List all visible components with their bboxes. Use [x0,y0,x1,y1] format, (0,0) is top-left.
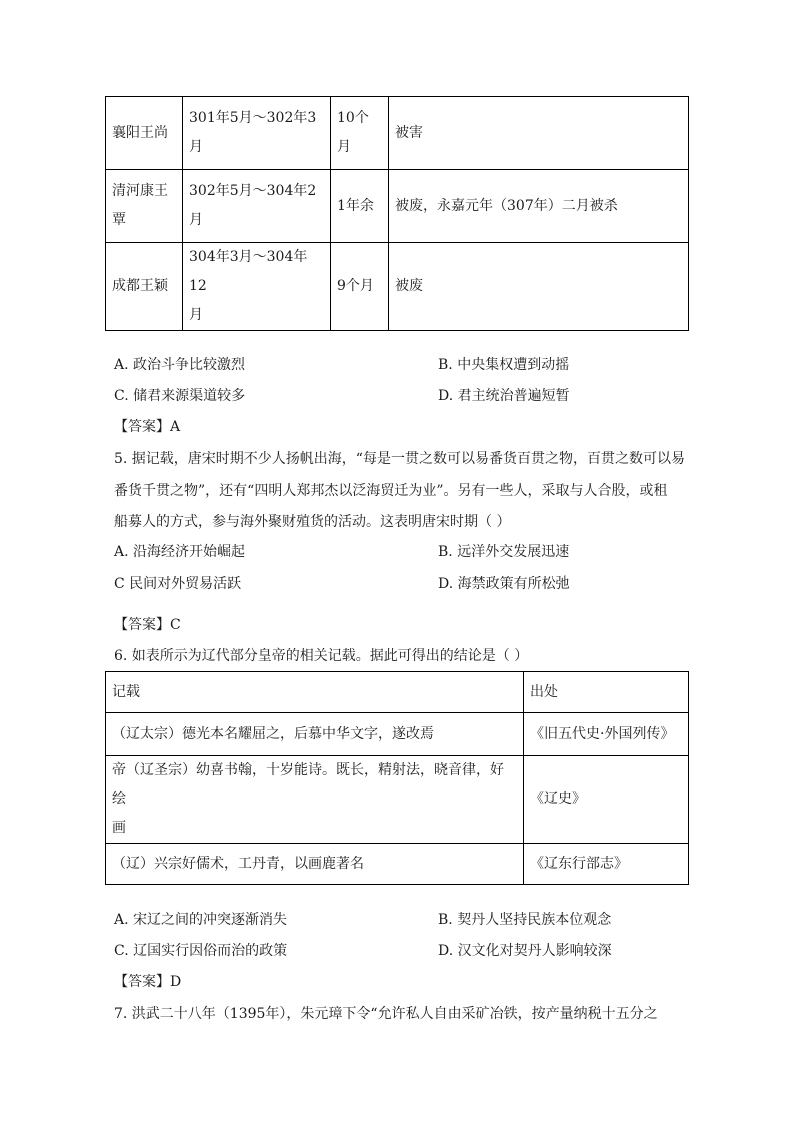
cell-text: 月 [189,212,203,228]
liao-emperors-table [105,671,689,885]
cell-text: 覃 [112,212,126,228]
option-a: A. 政治斗争比较激烈 [114,357,246,373]
table-header-row [106,672,689,713]
name-cell [106,97,183,170]
question-5-line: 番货千贯之物”，还有“四明人郑邦杰以泛海贸迁为业”。另有一些人，采取与人合股，或租 [114,483,668,499]
duration-cell [331,243,389,331]
duration-cell [331,97,389,170]
cell-text: 月 [189,307,203,323]
cell-text: 304年3月～304年12 [189,249,308,294]
cell-text: 月 [337,139,351,155]
cell-text: 被废 [395,278,423,294]
option-c: C 民间对外贸易活跃 [114,576,242,592]
table-row [106,756,689,844]
option-b: B. 中央集权遭到动摇 [438,357,570,373]
option-d: D. 汉文化对契丹人影响较深 [438,943,612,959]
period-cell [183,243,331,331]
cell-text: 记载 [112,683,140,700]
option-d: D. 君主统治普遍短暂 [438,388,570,404]
table-row [106,170,689,243]
result-cell [389,97,689,170]
result-cell [389,243,689,331]
cell-text: 襄阳王尚 [112,124,168,141]
record-cell [106,756,524,844]
option-b: B. 远洋外交发展迅速 [438,544,570,560]
cell-text: 成都王颖 [112,278,168,294]
period-cell [183,97,331,170]
cell-text: 《辽史》 [530,791,586,807]
cell-text: 302年5月～304年2 [189,183,317,199]
cell-text: 月 [189,139,203,155]
question-6-stem: 6. 如表所示为辽代部分皇帝的相关记载。据此可得出的结论是（ ） [114,648,529,664]
option-c: C. 储君来源渠道较多 [114,388,246,404]
question-5-line: 5. 据记载，唐宋时期不少人扬帆出海，“每是一贯之数可以易番货百贯之物，百贯之数可以易 [114,451,685,467]
answer-label: 【答案】A [114,419,181,435]
record-cell [106,713,524,756]
question-7-line: 7. 洪武二十八年（1395年），朱元璋下令“允许私人自由采矿冶铁，按产量纳税十五分之 [114,1006,658,1022]
header-source [524,672,689,713]
table-row [106,243,689,331]
table-row [106,713,689,756]
option-c: C. 辽国实行因俗而治的政策 [114,943,288,959]
name-cell [106,170,183,243]
source-cell [524,756,689,844]
cell-text: 9个月 [337,278,374,294]
question-5-line: 船募人的方式，参与海外聚财殖货的活动。这表明唐宋时期（ ） [114,514,511,530]
option-d: D. 海禁政策有所松弛 [438,576,570,592]
cell-text: 帝（辽圣宗）幼喜书翰，十岁能诗。既长，精射法，晓音律，好绘 [112,762,504,807]
cell-text: 《辽东行部志》 [530,855,628,872]
option-a: A. 宋辽之间的冲突逐渐消失 [114,912,288,928]
option-a: A. 沿海经济开始崛起 [114,544,246,560]
table-row [106,97,689,170]
cell-text: （辽太宗）德光本名耀屈之，后慕中华文字，遂改焉 [112,725,434,742]
name-cell [106,243,183,331]
source-cell [524,844,689,885]
answer-label: 【答案】D [114,974,182,990]
header-record [106,672,524,713]
cell-text: 10个 [337,110,369,126]
cell-text: 《旧五代史·外国列传》 [530,725,675,742]
cell-text: 301年5月～302年3 [189,110,317,126]
source-cell [524,713,689,756]
cell-text: （辽）兴宗好儒术，工丹青，以画鹿著名 [112,855,364,872]
cell-text: 被废，永嘉元年（307年）二月被杀 [395,197,618,214]
record-cell [106,844,524,885]
cell-text: 画 [112,820,126,836]
period-cell [183,170,331,243]
table-row [106,844,689,885]
answer-label: 【答案】C [114,617,181,633]
cell-text: 出处 [530,683,558,700]
duration-cell [331,170,389,243]
cell-text: 1年余 [337,197,374,214]
option-b: B. 契丹人坚持民族本位观念 [438,912,612,928]
cell-text: 被害 [395,124,423,141]
result-cell [389,170,689,243]
cell-text: 清河康王 [112,183,168,199]
princes-table [105,96,689,331]
